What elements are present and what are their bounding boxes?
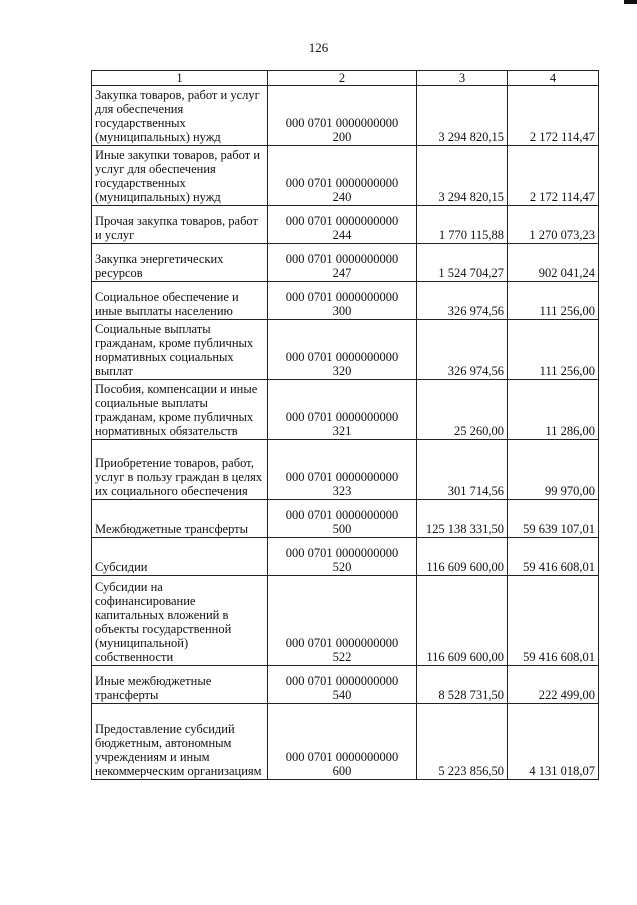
row-code xyxy=(268,440,417,500)
table-body xyxy=(92,86,599,780)
classification-code: 000 0701 0000000000 xyxy=(285,508,399,522)
row-value-col4: 111 256,00 xyxy=(508,282,599,320)
row-name: Субсидии xyxy=(92,538,268,576)
row-value-col4: 222 499,00 xyxy=(508,666,599,704)
row-value-col3: 8 528 731,50 xyxy=(417,666,508,704)
row-code xyxy=(268,576,417,666)
row-name: Закупка товаров, работ и услуг для обеспечения государственных (муниципальных) нужд xyxy=(92,86,268,146)
table-row xyxy=(92,320,599,380)
classification-code: 000 0701 0000000000 xyxy=(285,636,399,650)
column-header-1: 1 xyxy=(92,71,268,86)
row-code xyxy=(268,538,417,576)
row-code xyxy=(268,244,417,282)
row-value-col3: 301 714,56 xyxy=(417,440,508,500)
row-value-col4: 59 639 107,01 xyxy=(508,500,599,538)
row-value-col3: 125 138 331,50 xyxy=(417,500,508,538)
page-number: 126 xyxy=(308,40,329,55)
row-value-col4: 1 270 073,23 xyxy=(508,206,599,244)
expense-type-code: 522 xyxy=(332,650,352,664)
row-code xyxy=(268,666,417,704)
expense-type-code: 600 xyxy=(332,764,352,778)
expense-type-code: 200 xyxy=(332,130,352,144)
row-value-col3: 5 223 856,50 xyxy=(417,704,508,780)
row-name: Межбюджетные трансферты xyxy=(92,500,268,538)
table-row xyxy=(92,282,599,320)
table-row xyxy=(92,576,599,666)
row-value-col3: 326 974,56 xyxy=(417,282,508,320)
row-value-col3: 326 974,56 xyxy=(417,320,508,380)
row-value-col3: 1 770 115,88 xyxy=(417,206,508,244)
table-row xyxy=(92,244,599,282)
table-row xyxy=(92,146,599,206)
row-value-col3: 116 609 600,00 xyxy=(417,576,508,666)
row-code xyxy=(268,282,417,320)
column-header-4: 4 xyxy=(508,71,599,86)
table-row xyxy=(92,500,599,538)
row-code xyxy=(268,320,417,380)
column-header-2: 2 xyxy=(268,71,417,86)
classification-code: 000 0701 0000000000 xyxy=(285,176,399,190)
row-value-col4: 2 172 114,47 xyxy=(508,146,599,206)
row-value-col4: 11 286,00 xyxy=(508,380,599,440)
row-value-col4: 99 970,00 xyxy=(508,440,599,500)
column-header-3: 3 xyxy=(417,71,508,86)
classification-code: 000 0701 0000000000 xyxy=(285,750,399,764)
row-code xyxy=(268,146,417,206)
row-value-col4: 59 416 608,01 xyxy=(508,576,599,666)
row-name: Приобретение товаров, работ, услуг в пользу граждан в целях их социального обеспечения xyxy=(92,440,268,500)
expense-type-code: 520 xyxy=(332,560,352,574)
classification-code: 000 0701 0000000000 xyxy=(285,116,399,130)
expense-type-code: 300 xyxy=(332,304,352,318)
row-value-col4: 111 256,00 xyxy=(508,320,599,380)
table-row xyxy=(92,704,599,780)
row-value-col3: 1 524 704,27 xyxy=(417,244,508,282)
row-value-col3: 116 609 600,00 xyxy=(417,538,508,576)
classification-code: 000 0701 0000000000 xyxy=(285,674,399,688)
classification-code: 000 0701 0000000000 xyxy=(285,214,399,228)
row-value-col4: 902 041,24 xyxy=(508,244,599,282)
table-header-row xyxy=(92,71,599,86)
row-name: Субсидии на софинансирование капитальных вложений в объекты государственной (муниципальной) собственности xyxy=(92,576,268,666)
table-row xyxy=(92,86,599,146)
table-row xyxy=(92,440,599,500)
expense-type-code: 321 xyxy=(332,424,352,438)
row-name: Предоставление субсидий бюджетным, автономным учреждениям и иным некоммерческим организациям xyxy=(92,704,268,780)
row-value-col4: 2 172 114,47 xyxy=(508,86,599,146)
row-code xyxy=(268,500,417,538)
row-value-col3: 3 294 820,15 xyxy=(417,86,508,146)
expense-type-code: 323 xyxy=(332,484,352,498)
row-value-col3: 25 260,00 xyxy=(417,380,508,440)
row-value-col4: 4 131 018,07 xyxy=(508,704,599,780)
row-code xyxy=(268,206,417,244)
expense-type-code: 247 xyxy=(332,266,352,280)
row-name: Социальное обеспечение и иные выплаты населению xyxy=(92,282,268,320)
row-name: Пособия, компенсации и иные социальные выплаты гражданам, кроме публичных нормативных обязательств xyxy=(92,380,268,440)
classification-code: 000 0701 0000000000 xyxy=(285,252,399,266)
corner-mark xyxy=(624,0,637,4)
table-row xyxy=(92,206,599,244)
classification-code: 000 0701 0000000000 xyxy=(285,290,399,304)
row-name: Иные закупки товаров, работ и услуг для обеспечения государственных (муниципальных) нужд xyxy=(92,146,268,206)
expense-type-code: 244 xyxy=(332,228,352,242)
expense-type-code: 540 xyxy=(332,688,352,702)
row-code xyxy=(268,704,417,780)
row-code xyxy=(268,86,417,146)
row-name: Закупка энергетических ресурсов xyxy=(92,244,268,282)
classification-code: 000 0701 0000000000 xyxy=(285,470,399,484)
classification-code: 000 0701 0000000000 xyxy=(285,546,399,560)
row-value-col4: 59 416 608,01 xyxy=(508,538,599,576)
table-row xyxy=(92,666,599,704)
classification-code: 000 0701 0000000000 xyxy=(285,350,399,364)
expense-type-code: 320 xyxy=(332,364,352,378)
expense-type-code: 500 xyxy=(332,522,352,536)
row-code xyxy=(268,380,417,440)
expense-type-code: 240 xyxy=(332,190,352,204)
table-row xyxy=(92,380,599,440)
row-value-col3: 3 294 820,15 xyxy=(417,146,508,206)
table-row xyxy=(92,538,599,576)
row-name: Социальные выплаты гражданам, кроме публичных нормативных социальных выплат xyxy=(92,320,268,380)
classification-code: 000 0701 0000000000 xyxy=(285,410,399,424)
row-name: Прочая закупка товаров, работ и услуг xyxy=(92,206,268,244)
budget-table xyxy=(91,70,599,780)
row-name: Иные межбюджетные трансферты xyxy=(92,666,268,704)
